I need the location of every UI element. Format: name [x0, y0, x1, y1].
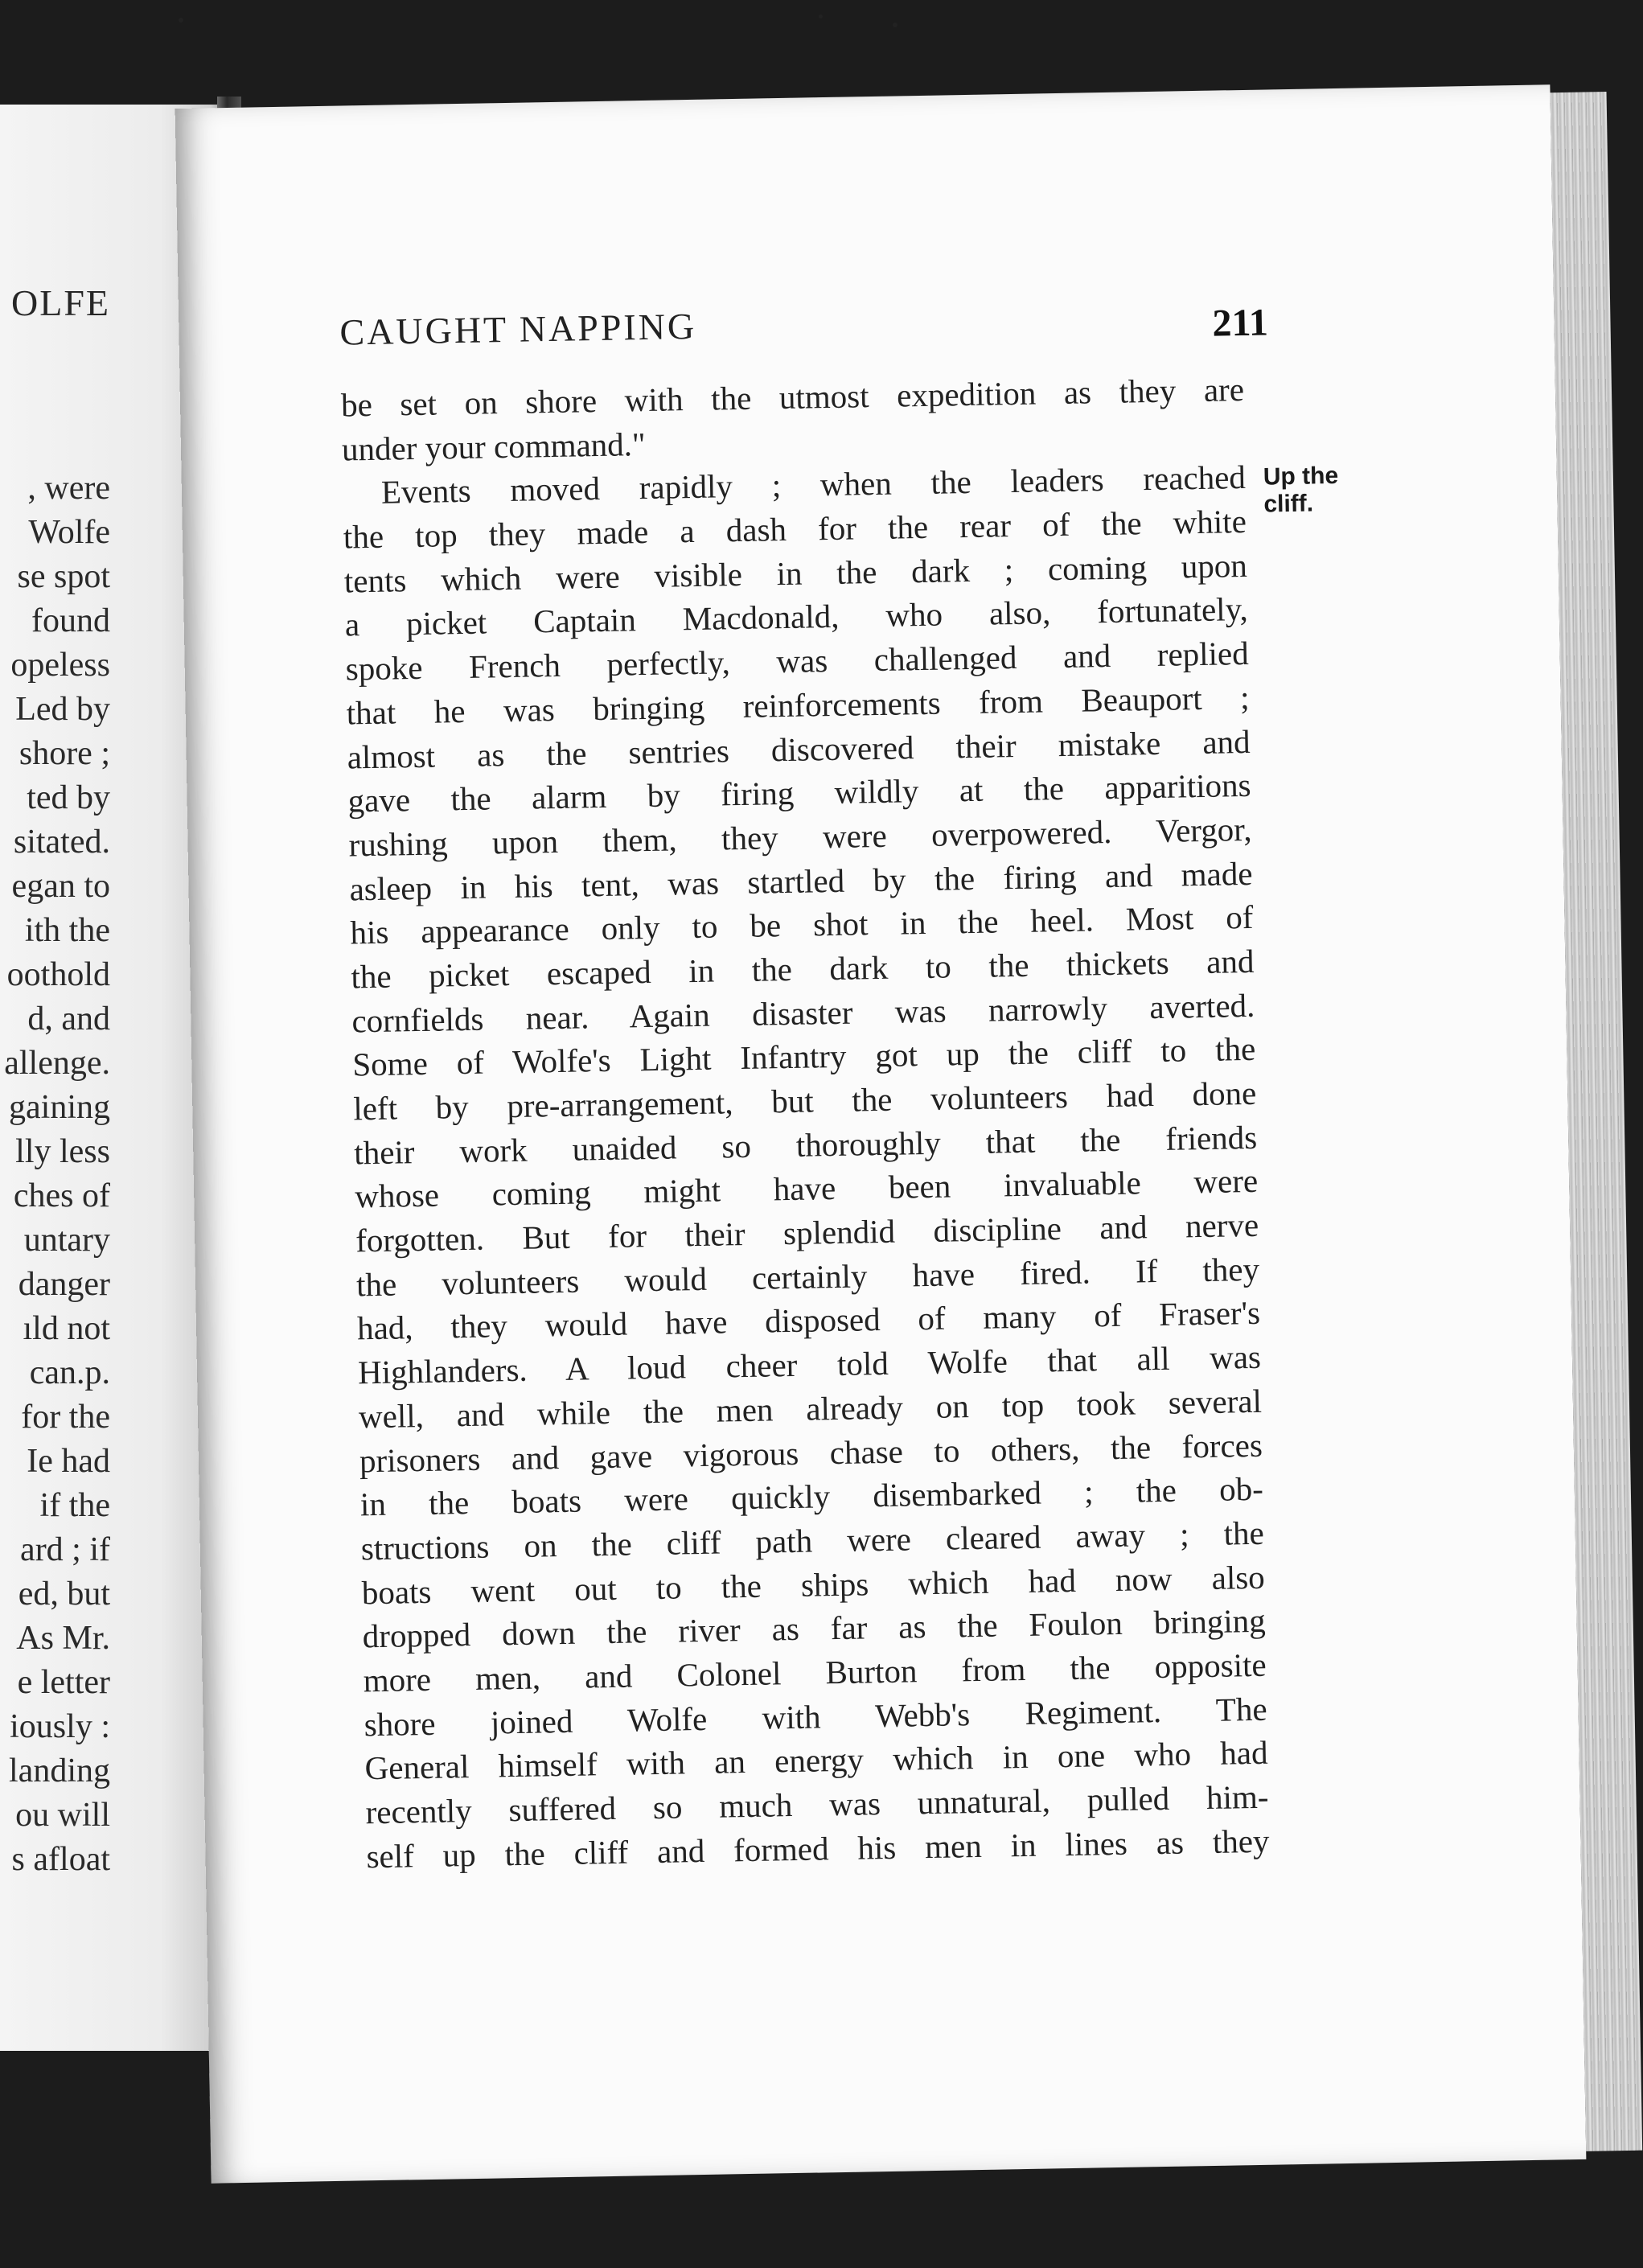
right-page: [175, 84, 1587, 2183]
body-line: the volunteers would certainly have fired. If they: [355, 1250, 1260, 1304]
body-line: shore joined Wolfe with Webb's Regiment. The: [364, 1690, 1267, 1743]
left-page-line: danger: [18, 1266, 110, 1303]
page-number: 211: [1212, 301, 1269, 345]
left-page-line: lly less: [15, 1133, 110, 1170]
left-page-line: landing: [9, 1752, 110, 1789]
margin-note-line: cliff.: [1263, 490, 1314, 518]
body-text: [341, 368, 1270, 1879]
body-line: Events moved rapidly ; when the leaders reached: [380, 458, 1247, 512]
body-line: cornfields near. Again disaster was narrowly averted.: [351, 986, 1255, 1040]
margin-note: [1263, 462, 1340, 519]
left-page-line: , were: [27, 470, 110, 507]
left-page-line: ard ; if: [20, 1531, 110, 1568]
left-page-line: Led by: [15, 691, 110, 728]
page-edges: [1551, 92, 1643, 2151]
left-page-line: ith the: [24, 912, 110, 949]
body-line: rushing upon them, they were overpowered. Vergor,: [348, 810, 1252, 864]
left-page-line: untary: [23, 1222, 110, 1259]
body-line: in the boats were quickly disembarked ; the ob-: [359, 1469, 1264, 1523]
body-line: the top they made a dash for the rear of the white: [343, 503, 1247, 556]
dust-speck: [893, 23, 897, 27]
body-line: more men, and Colonel Burton from the opposite: [363, 1646, 1267, 1699]
left-page-line: As Mr.: [16, 1620, 110, 1657]
body-line: the picket escaped in the dark to the thickets and: [351, 942, 1255, 996]
body-line: prisoners and gave vigorous chase to others, the forces: [359, 1426, 1263, 1479]
body-line: well, and while the men already on top took several: [358, 1382, 1263, 1436]
body-line: almost as the sentries discovered their mistake and: [347, 722, 1251, 776]
left-page-line: shore ;: [18, 735, 110, 772]
body-line: a picket Captain Macdonald, who also, fortunately,: [344, 590, 1249, 643]
left-page-line: s afloat: [11, 1841, 110, 1878]
left-page-line: can.p.: [29, 1354, 110, 1391]
running-head: CAUGHT NAPPING: [339, 305, 697, 353]
body-line: Some of Wolfe's Light Infantry got up the cliff to the: [351, 1030, 1256, 1083]
body-line: left by pre-arrangement, but the volunteers had done: [352, 1074, 1257, 1128]
left-page-line: ıld not: [23, 1310, 110, 1347]
body-line: whose coming might have been invaluable were: [354, 1162, 1259, 1215]
left-page-line: e letter: [17, 1664, 110, 1701]
left-page-line: ches of: [13, 1177, 110, 1214]
body-line: their work unaided so thoroughly that the friends: [353, 1118, 1258, 1172]
body-line: gave the alarm by firing wildly at the apparitions: [347, 766, 1251, 820]
left-page-line: for the: [21, 1399, 110, 1436]
left-page-line: opeless: [10, 647, 110, 684]
body-line: Highlanders. A loud cheer told Wolfe that all was: [357, 1337, 1262, 1391]
left-page-line: if the: [39, 1487, 110, 1524]
body-line: his appearance only to be shot in the heel. Most of: [350, 898, 1254, 951]
left-page-line: d, and: [27, 1000, 110, 1037]
dust-speck: [179, 18, 183, 23]
left-page-line: egan to: [11, 868, 110, 905]
body-line: structions on the cliff path were cleared away ; the: [360, 1514, 1265, 1567]
body-line: dropped down the river as far as the Foulon bringing: [362, 1601, 1267, 1655]
left-page-line: gaining: [9, 1089, 110, 1126]
left-page-line: ted by: [27, 779, 110, 816]
left-page-line: ou will: [15, 1797, 110, 1834]
body-line: tents which were visible in the dark ; coming upon: [343, 546, 1248, 600]
left-page-line: iously :: [10, 1708, 110, 1745]
margin-note-line: Up the: [1263, 462, 1339, 491]
body-line: recently suffered so much was unnatural, pulled him-: [365, 1777, 1269, 1831]
body-line: boats went out to the ships which had now also: [361, 1558, 1266, 1611]
left-page-line: se spot: [17, 558, 110, 595]
dust-speck: [819, 14, 823, 18]
body-line: had, they would have disposed of many of Fraser's: [356, 1294, 1261, 1347]
body-line: be set on shore with the utmost expedition as they are: [340, 370, 1245, 424]
body-line: General himself with an energy which in one who had: [364, 1734, 1268, 1787]
body-line: under your command.": [341, 425, 647, 468]
left-page-line: Ie had: [27, 1443, 110, 1480]
body-line: self up the cliff and formed his men in lines as they: [366, 1822, 1270, 1875]
body-line: asleep in his tent, was startled by the firing and made: [349, 854, 1253, 908]
left-page-line: ed, but: [18, 1576, 110, 1613]
left-page-header: OLFE: [11, 282, 110, 323]
left-page-line: sitated.: [13, 824, 110, 861]
left-page-line: Wolfe: [28, 514, 110, 551]
body-line: that he was bringing reinforcements from Beauport ;: [346, 678, 1250, 732]
left-page-line: oothold: [6, 956, 110, 993]
left-page-line: allenge.: [4, 1045, 110, 1082]
body-line: spoke French perfectly, was challenged and replied: [345, 635, 1250, 688]
body-line: forgotten. But for their splendid discipline and nerve: [355, 1206, 1259, 1259]
left-page-line: found: [31, 602, 110, 639]
left-page-text: [4, 466, 110, 1882]
